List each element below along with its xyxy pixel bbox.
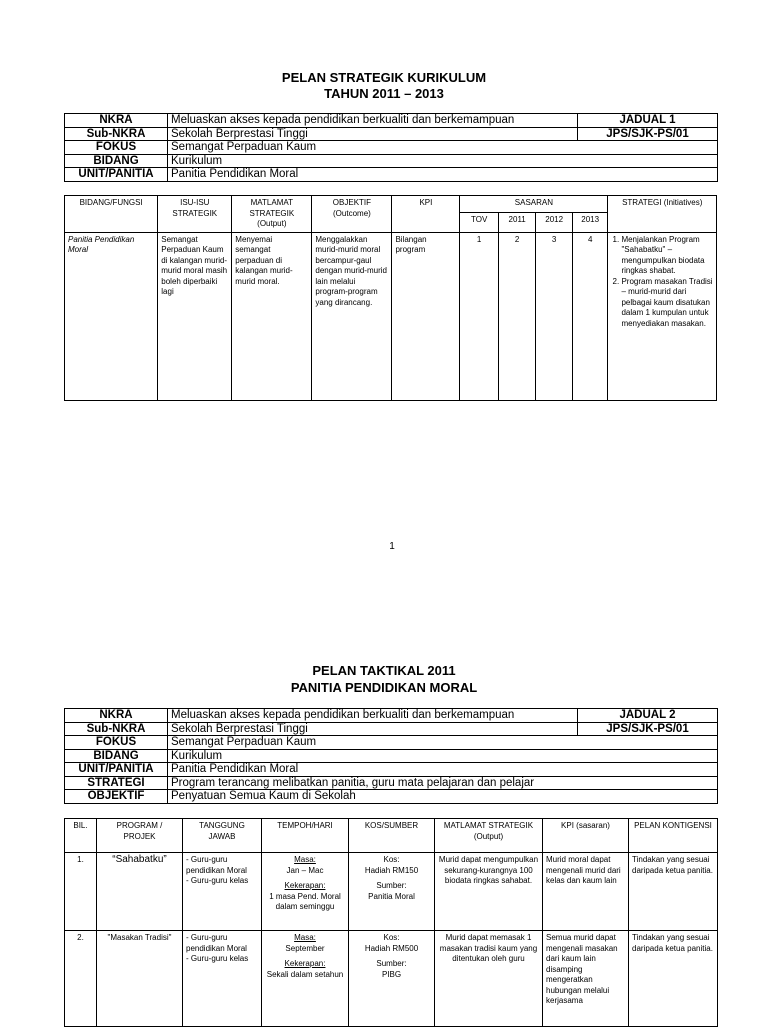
cell-kpi: Bilangan program bbox=[392, 232, 460, 401]
table-row bbox=[65, 853, 718, 931]
cell-bidang: Panitia Pendidikan Moral bbox=[65, 232, 158, 401]
bidang-label: BIDANG bbox=[65, 749, 168, 763]
page1-header-table bbox=[64, 113, 718, 182]
tactical-plan-table bbox=[64, 818, 718, 1027]
unit-label: UNIT/PANITIA bbox=[65, 763, 168, 777]
bidang-value: Kurikulum bbox=[168, 749, 718, 763]
col-matlamat: MATLAMAT STRATEGIK (Output) bbox=[435, 819, 543, 853]
fokus-value: Semangat Perpaduan Kaum bbox=[168, 736, 718, 750]
page2-title: PELAN TAKTIKAL 2011 bbox=[312, 663, 456, 678]
subnkra-label: Sub-NKRA bbox=[65, 127, 168, 141]
tanggung-item: - Guru-guru kelas bbox=[186, 954, 249, 963]
kos-label: Kos: bbox=[383, 933, 400, 942]
col-2013: 2013 bbox=[572, 212, 608, 232]
nkra-value: Meluaskan akses kepada pendidikan berkualiti dan berkemampuan bbox=[168, 114, 578, 128]
col-isu: ISU-ISU STRATEGIK bbox=[158, 196, 232, 233]
kekerapan-label: Kekerapan: bbox=[284, 959, 326, 968]
strategic-plan-table bbox=[64, 195, 717, 401]
tanggung-item: - Guru-guru pendidikan Moral bbox=[186, 933, 247, 953]
col-bidang: BIDANG/FUNGSI bbox=[65, 196, 158, 233]
sumber-value: PIBG bbox=[381, 969, 402, 979]
subnkra-value: Sekolah Berprestasi Tinggi bbox=[168, 722, 578, 736]
cell-tanggung bbox=[183, 853, 262, 931]
cell-2013: 4 bbox=[572, 232, 608, 401]
page2-subtitle: PANITIA PENDIDIKAN MORAL bbox=[290, 680, 478, 695]
table-row bbox=[65, 931, 718, 1027]
jadual-label: JADUAL 1 bbox=[578, 114, 718, 128]
fokus-value: Semangat Perpaduan Kaum bbox=[168, 141, 718, 155]
cell-kpi: Semua murid dapat mengenali masakan dari kaum lain disamping mengeratkan hubungan melalui kerjasama bbox=[543, 931, 629, 1027]
sumber-label: Sumber: bbox=[376, 959, 407, 968]
nkra-label: NKRA bbox=[65, 709, 168, 723]
col-bil: BIL. bbox=[65, 819, 97, 853]
col-kos: KOS/SUMBER bbox=[349, 819, 435, 853]
strategi-item: 2. Program masakan Tradisi – murid-murid dari pelbagai kaum disatukan dalam 1 kumpulan untuk menyediakan masakan. bbox=[621, 277, 713, 330]
bidang-value: Kurikulum bbox=[168, 154, 718, 168]
cell-kos bbox=[349, 853, 435, 931]
masa-value: Jan – Mac bbox=[286, 865, 324, 875]
col-strategi: STRATEGI (Initiatives) bbox=[608, 196, 717, 233]
cell-2012: 3 bbox=[536, 232, 573, 401]
unit-value: Panitia Pendidikan Moral bbox=[168, 168, 718, 182]
tanggung-item: - Guru-guru pendidikan Moral bbox=[186, 855, 247, 875]
cell-matlamat: Murid dapat memasak 1 masakan tradisi kaum yang ditentukan oleh guru bbox=[435, 931, 543, 1027]
subnkra-value: Sekolah Berprestasi Tinggi bbox=[168, 127, 578, 141]
unit-value: Panitia Pendidikan Moral bbox=[168, 763, 718, 777]
document-code: JPS/SJK-PS/01 bbox=[578, 722, 718, 736]
col-tempoh: TEMPOH/HARI bbox=[262, 819, 349, 853]
cell-program: “Sahabatku” bbox=[97, 853, 183, 931]
unit-label: UNIT/PANITIA bbox=[65, 168, 168, 182]
col-sasaran: SASARAN bbox=[460, 196, 608, 213]
cell-tempoh bbox=[262, 853, 349, 931]
fokus-label: FOKUS bbox=[65, 736, 168, 750]
page-number: 1 bbox=[389, 541, 395, 552]
col-2011: 2011 bbox=[498, 212, 536, 232]
cell-kos bbox=[349, 931, 435, 1027]
cell-pelan: Tindakan yang sesuai daripada ketua panitia. bbox=[629, 853, 718, 931]
kos-value: Hadiah RM500 bbox=[364, 943, 419, 953]
col-tov: TOV bbox=[460, 212, 499, 232]
cell-tanggung bbox=[183, 931, 262, 1027]
document-code: JPS/SJK-PS/01 bbox=[578, 127, 718, 141]
col-kpi: KPI (sasaran) bbox=[543, 819, 629, 853]
masa-label: Masa: bbox=[294, 855, 316, 864]
tanggung-item: - Guru-guru kelas bbox=[186, 876, 249, 885]
cell-bil: 1. bbox=[65, 853, 97, 931]
objektif-label: OBJEKTIF bbox=[65, 790, 168, 804]
cell-bil: 2. bbox=[65, 931, 97, 1027]
page2-header-table bbox=[64, 708, 718, 804]
cell-tempoh bbox=[262, 931, 349, 1027]
col-2012: 2012 bbox=[536, 212, 573, 232]
strategi-value: Program terancang melibatkan panitia, guru mata pelajaran dan pelajar bbox=[168, 776, 718, 790]
kekerapan-value: 1 masa Pend. Moral dalam seminggu bbox=[269, 891, 341, 911]
jadual-label: JADUAL 2 bbox=[578, 709, 718, 723]
kekerapan-value: Sekali dalam setahun bbox=[266, 969, 344, 979]
sumber-value: Panitia Moral bbox=[368, 891, 415, 901]
cell-pelan: Tindakan yang sesuai daripada ketua panitia. bbox=[629, 931, 718, 1027]
cell-isu: Semangat Perpaduan Kaum di kalangan murid-murid moral masih boleh diperbaiki lagi bbox=[158, 232, 232, 401]
nkra-value: Meluaskan akses kepada pendidikan berkualiti dan berkemampuan bbox=[168, 709, 578, 723]
masa-value: September bbox=[285, 943, 325, 953]
col-program: PROGRAM / PROJEK bbox=[97, 819, 183, 853]
subnkra-label: Sub-NKRA bbox=[65, 722, 168, 736]
kos-label: Kos: bbox=[383, 855, 400, 864]
fokus-label: FOKUS bbox=[65, 141, 168, 155]
sumber-label: Sumber: bbox=[376, 881, 407, 890]
col-pelan: PELAN KONTIGENSI bbox=[629, 819, 718, 853]
col-tanggung: TANGGUNG JAWAB bbox=[183, 819, 262, 853]
page1-title: PELAN STRATEGIK KURIKULUM bbox=[281, 70, 487, 85]
col-objektif: OBJEKTIF (Outcome) bbox=[312, 196, 392, 233]
cell-objektif: Menggalakkan murid-murid moral bercampur-gaul dengan murid-murid lain melalui program-program yang dirancang. bbox=[312, 232, 392, 401]
strategi-label: STRATEGI bbox=[65, 776, 168, 790]
cell-kpi: Murid moral dapat mengenali murid dari kelas dan kaum lain bbox=[543, 853, 629, 931]
table-row bbox=[65, 232, 717, 401]
page1-subtitle: TAHUN 2011 – 2013 bbox=[324, 86, 444, 101]
kos-value: Hadiah RM150 bbox=[364, 865, 419, 875]
strategi-item: 1. Menjalankan Program "Sahabatku" – mengumpulkan biodata ringkas shabat. bbox=[621, 235, 713, 277]
col-kpi: KPI bbox=[392, 196, 460, 233]
col-matlamat: MATLAMAT STRATEGIK (Output) bbox=[232, 196, 312, 233]
objektif-value: Penyatuan Semua Kaum di Sekolah bbox=[168, 790, 718, 804]
nkra-label: NKRA bbox=[65, 114, 168, 128]
cell-matlamat: Menyemai semangat perpaduan di kalangan murid-murid moral. bbox=[232, 232, 312, 401]
cell-matlamat: Murid dapat mengumpulkan sekurang-kurangnya 100 biodata ringkas sahabat. bbox=[435, 853, 543, 931]
cell-strategi bbox=[608, 232, 717, 401]
kekerapan-label: Kekerapan: bbox=[284, 881, 326, 890]
cell-tov: 1 bbox=[460, 232, 499, 401]
cell-2011: 2 bbox=[498, 232, 536, 401]
masa-label: Masa: bbox=[294, 933, 316, 942]
cell-program: "Masakan Tradisi" bbox=[97, 931, 183, 1027]
bidang-label: BIDANG bbox=[65, 154, 168, 168]
